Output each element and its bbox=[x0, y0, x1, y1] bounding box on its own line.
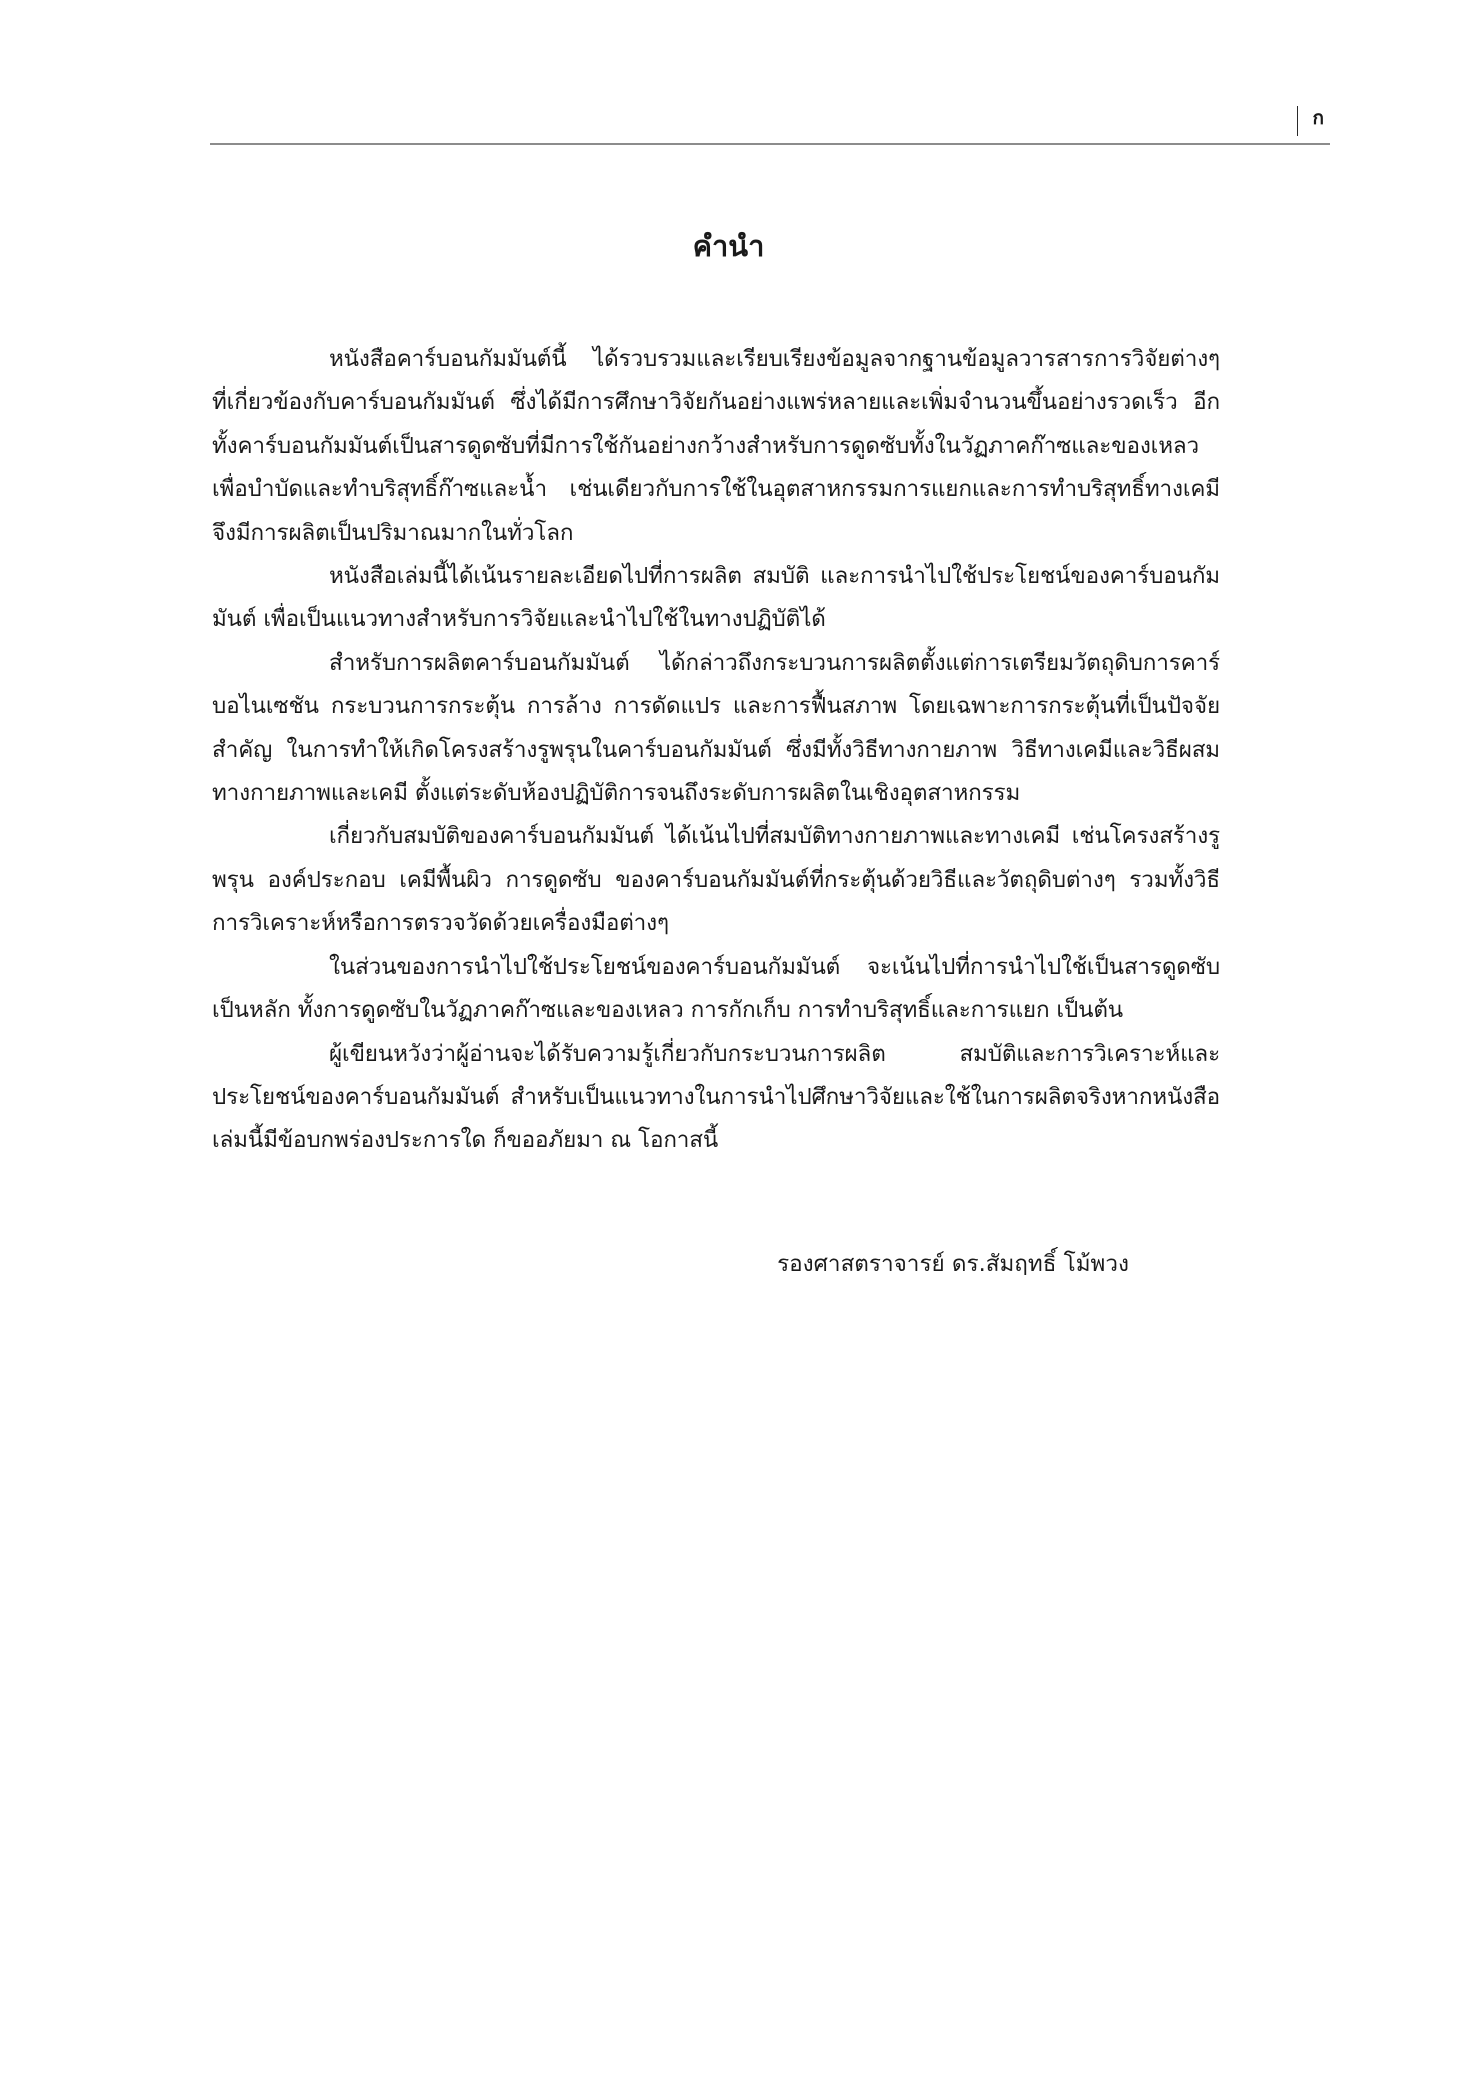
page-number: ก bbox=[1312, 107, 1324, 129]
preface-body bbox=[212, 338, 1220, 1163]
author-signature: รองศาสตราจารย์ ดร.สัมฤทธิ์ โม้พวง bbox=[777, 1251, 1129, 1277]
header-rule bbox=[210, 143, 1330, 145]
page-number-divider bbox=[1297, 106, 1298, 136]
paragraph: ในส่วนของการนำไปใช้ประโยชน์ของคาร์บอนกัมมันต์ จะเน้นไปที่การนำไปใช้เป็นสารดูดซับเป็นหลัก ทั้งการดูดซับในวัฏภาคก๊าซและของเหลว การกักเก็บ การทำบริสุทธิ์และการแยก เป็นต้น bbox=[212, 953, 1220, 1024]
paragraph: เกี่ยวกับสมบัติของคาร์บอนกัมมันต์ ได้เน้นไปที่สมบัติทางกายภาพและทางเคมี เช่นโครงสร้างรูพรุน องค์ประกอบ เคมีพื้นผิว การดูดซับ ของคาร์บอนกัมมันต์ที่กระตุ้นด้วยวิธีและวัตถุดิบต่างๆ รวมทั้งวิธีการวิเคราะห์หรือการตรวจวัดด้วยเครื่องมือต่างๆ bbox=[212, 823, 1220, 937]
paragraph: ผู้เขียนหวังว่าผู้อ่านจะได้รับความรู้เกี่ยวกับกระบวนการผลิต สมบัติและการวิเคราะห์และประโยชน์ของคาร์บอนกัมมันต์ สำหรับเป็นแนวทางในการนำไปศึกษาวิจัยและใช้ในการผลิตจริงหากหนังสือเล่มนี้มีข้อบกพร่องประการใด ก็ขออภัยมา ณ โอกาสนี้ bbox=[212, 1040, 1220, 1154]
page-title: คำนำ bbox=[692, 229, 765, 263]
paragraph: หนังสือคาร์บอนกัมมันต์นี้ ได้รวบรวมและเรียบเรียงข้อมูลจากฐานข้อมูลวารสารการวิจัยต่างๆ ที่เกี่ยวข้องกับคาร์บอนกัมมันต์ ซึ่งได้มีการศึกษาวิจัยกันอย่างแพร่หลายและเพิ่มจำนวนขึ้นอย่างรวดเร็ว อีกทั้งคาร์บอนกัมมันต์เป็นสารดูดซับที่มีการใช้กันอย่างกว้างสำหรับการดูดซับทั้งในวัฏภาคก๊าซและของเหลว เพื่อบำบัดและทำบริสุทธิ์ก๊าซและน้ำ เช่นเดียวกับการใช้ในอุตสาหกรรมการแยกและการทำบริสุทธิ์ทางเคมี จึงมีการผลิตเป็นปริมาณมากในทั่วโลก bbox=[212, 346, 1220, 546]
paragraph: หนังสือเล่มนี้ได้เน้นรายละเอียดไปที่การผลิต สมบัติ และการนำไปใช้ประโยชน์ของคาร์บอนกัมมันต์ เพื่อเป็นแนวทางสำหรับการวิจัยและนำไปใช้ในทางปฏิบัติได้ bbox=[212, 563, 1220, 633]
page-header bbox=[210, 96, 1330, 144]
paragraph: สำหรับการผลิตคาร์บอนกัมมันต์ ได้กล่าวถึงกระบวนการผลิตตั้งแต่การเตรียมวัตถุดิบการคาร์บอไนเซชัน กระบวนการกระตุ้น การล้าง การดัดแปร และการฟื้นสภาพ โดยเฉพาะการกระตุ้นที่เป็นปัจจัยสำคัญ ในการทำให้เกิดโครงสร้างรูพรุนในคาร์บอนกัมมันต์ ซึ่งมีทั้งวิธีทางกายภาพ วิธีทางเคมีและวิธีผสมทางกายภาพและเคมี ตั้งแต่ระดับห้องปฏิบัติการจนถึงระดับการผลิตในเชิงอุตสาหกรรม bbox=[212, 649, 1220, 807]
